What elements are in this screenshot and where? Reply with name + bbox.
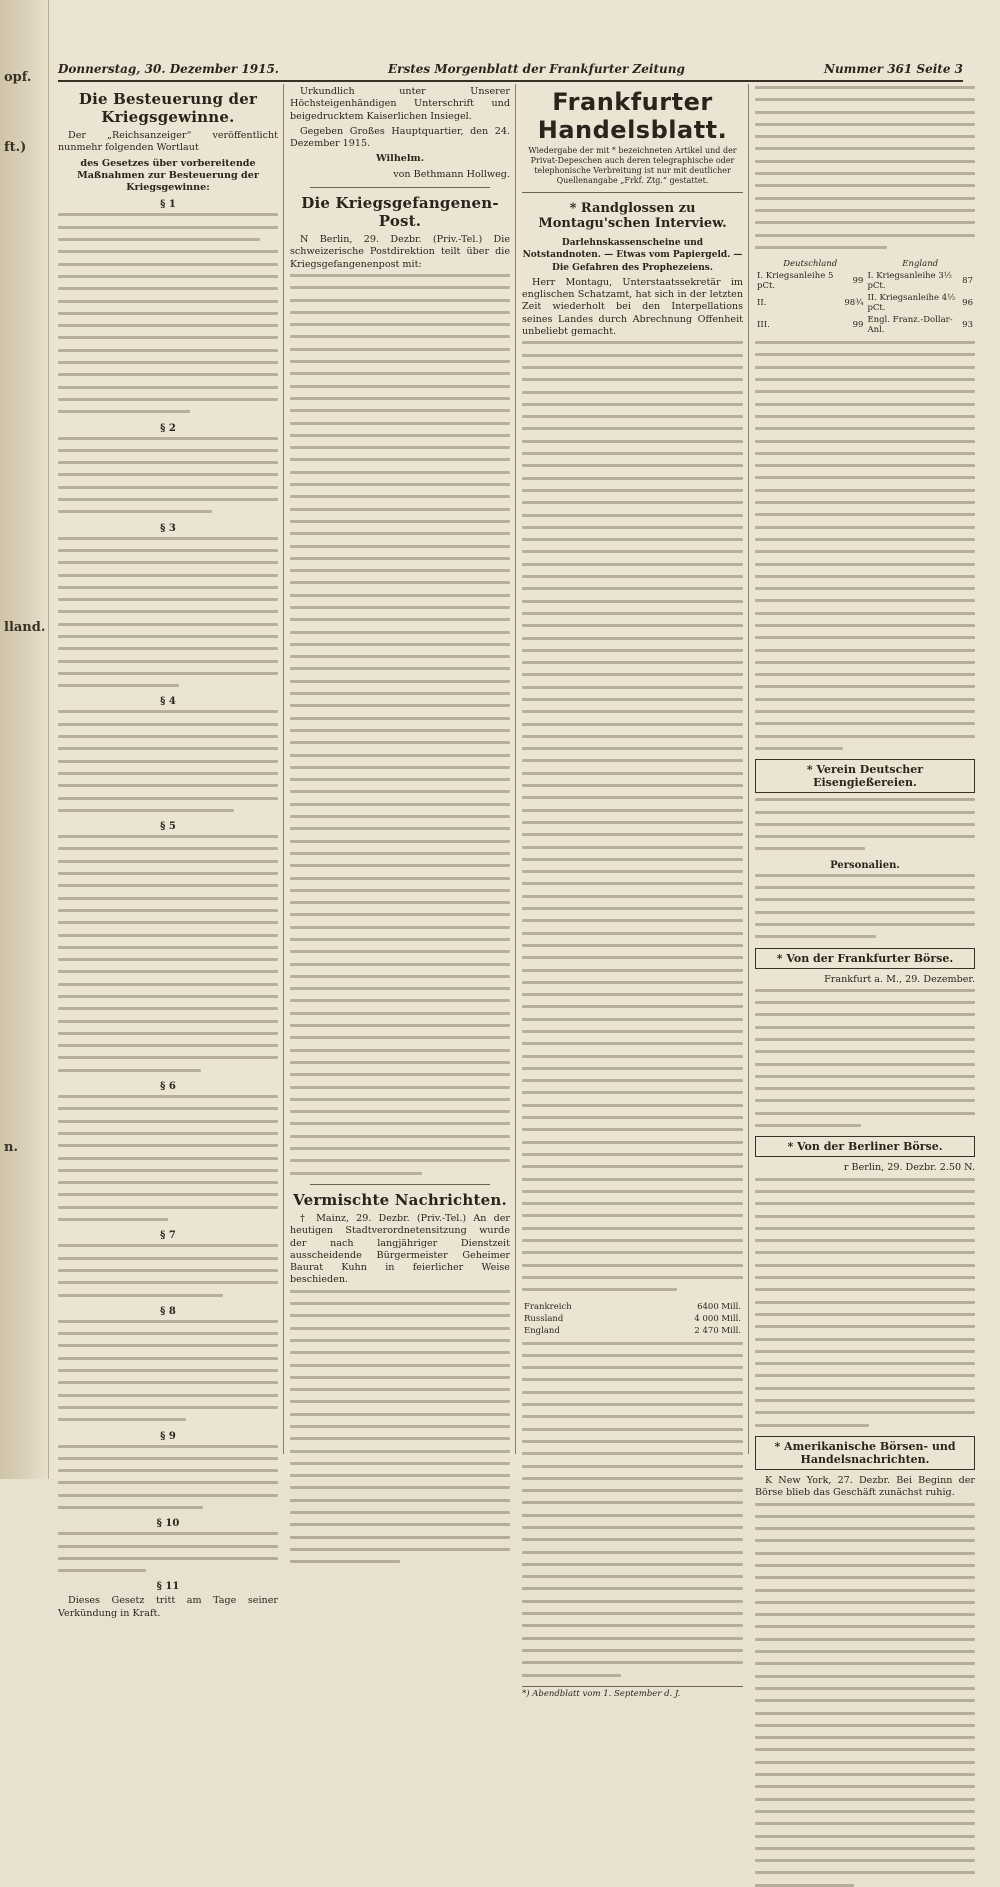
- body-text: [755, 1178, 975, 1427]
- article-lead: Herr Montagu, Unterstaatssekretär im englischen Schatzamt, hat sich in der letzten Zeit wiederholt bei den Interpellations seines Landes durch Abrechnung Offenheit unbeliebt gemacht.: [522, 276, 743, 338]
- section-subtitle: Wiedergabe der mit * bezeichneten Artikel und der Privat-Depeschen auch deren telegraphische oder telephonische Verbreitung ist nur mit deutlicher Quellenangabe „Frkf. Ztg.“ gestattet.: [528, 146, 737, 185]
- body-text: [290, 1290, 510, 1564]
- divider: [522, 192, 743, 193]
- news-box-heading: * Verein Deutscher Eisengießereien.: [755, 759, 975, 793]
- section-mark: § 6: [160, 1081, 176, 1093]
- newspaper-title: Erstes Morgenblatt der Frankfurter Zeitung: [388, 62, 685, 76]
- article-intro: Der „Reichsanzeiger“ veröffentlicht nunmehr folgenden Wortlaut: [58, 130, 278, 154]
- section-title: Frankfurter Handelsblatt.: [537, 88, 728, 144]
- column-3: [522, 86, 743, 1699]
- table-row: [755, 292, 975, 314]
- news-box-heading: * Von der Berliner Börse.: [755, 1136, 975, 1157]
- article-headline: * Randglossen zu Montagu'schen Interview.: [538, 201, 727, 231]
- body-text: [755, 341, 975, 750]
- edge-fragment: n.: [4, 1140, 18, 1155]
- section-mark: § 1: [160, 199, 176, 211]
- table-cell: 98¾: [844, 298, 864, 309]
- column-1: [58, 86, 278, 1619]
- table-cell: 4 000 Mill.: [694, 1313, 741, 1324]
- body-text: [58, 437, 278, 514]
- issue-number: Nummer 361 Seite 3: [823, 62, 963, 76]
- body-text: [58, 1532, 278, 1572]
- table-cell: I. Kriegsanleihe 3½ pCt.: [867, 271, 953, 292]
- table-cell: Frankreich: [524, 1301, 572, 1312]
- table-cell: 2 470 Mill.: [694, 1325, 741, 1336]
- section-mark: § 4: [160, 696, 176, 708]
- table-cell: 93: [962, 320, 973, 331]
- divider: [310, 187, 490, 188]
- body-text: [755, 1503, 975, 1887]
- table-cell: Russland: [524, 1313, 564, 1324]
- table-cell: 96: [962, 298, 973, 309]
- column-2: [290, 86, 510, 1446]
- column-rule: [748, 84, 749, 1454]
- column-rule: [283, 84, 284, 1454]
- article-subheading: Darlehnskassenscheine und Notstandnoten. — Etwas vom Papiergeld. — Die Gefahren des Prophezeiens.: [522, 238, 743, 273]
- issue-date: Donnerstag, 30. Dezember 1915.: [58, 62, 279, 76]
- table-cell: England: [524, 1325, 560, 1336]
- news-box-heading: * Amerikanische Börsen- und Handelsnachrichten.: [755, 1436, 975, 1470]
- table-row: [755, 314, 975, 336]
- column-rule: [515, 84, 516, 1454]
- edge-fragment: opf.: [4, 70, 32, 85]
- body-text: [58, 1095, 278, 1221]
- article-headline: Die Besteuerung der Kriegsgewinne.: [78, 90, 258, 126]
- column-4: [755, 86, 975, 1499]
- body-text: [58, 213, 278, 413]
- body-text: [58, 537, 278, 688]
- section-mark: § 7: [160, 1230, 176, 1242]
- body-text: [58, 1244, 278, 1296]
- body-text: [58, 710, 278, 811]
- section-mark: § 11: [156, 1581, 180, 1593]
- divider: [310, 1184, 490, 1185]
- edge-fragment: lland.: [4, 620, 46, 635]
- body-text: [755, 874, 975, 938]
- body-text: [755, 989, 975, 1127]
- law-title: des Gesetzes über vorbereitende Maßnahmen zur Besteuerung der Kriegsgewinne:: [77, 157, 259, 194]
- table-cell: 6400 Mill.: [697, 1301, 741, 1312]
- subheading: Personalien.: [830, 859, 900, 871]
- circulation-table: [522, 1301, 743, 1337]
- table-cell: Engl. Franz.-Dollar-Anl.: [867, 315, 953, 336]
- table-cell: 99: [852, 276, 864, 287]
- body-text: [522, 341, 743, 1291]
- article-dateline: K New York, 27. Dezbr. Bei Beginn der Börse blieb das Geschäft zunächst ruhig.: [755, 1474, 975, 1499]
- article-dateline: † Mainz, 29. Dezbr. (Priv.-Tel.) An der heutigen Stadtverordnetensitzung wurde der nach langjähriger Dienstzeit ausscheidende Bürgermeister Geheimer Baurat Kuhn in feierlicher Weise beschieden.: [290, 1212, 510, 1286]
- news-box-heading: * Von der Frankfurter Börse.: [755, 948, 975, 969]
- countersignature: von Bethmann Hollweg.: [393, 168, 510, 180]
- section-mark: § 3: [160, 522, 176, 534]
- body-text: [58, 1320, 278, 1421]
- masthead: [58, 58, 963, 82]
- table-cell: II. Kriegsanleihe 4½ pCt.: [867, 293, 956, 314]
- footnote: *) Abendblatt vom 1. September d. J.: [522, 1686, 743, 1699]
- table-cell: III.: [757, 320, 770, 331]
- adjacent-page-edge: [0, 0, 49, 1479]
- body-text: [58, 1445, 278, 1509]
- section-mark: § 8: [160, 1305, 176, 1317]
- table-header-cell: Deutschland: [783, 259, 838, 270]
- body-text: [755, 86, 975, 249]
- table-header-cell: England: [902, 259, 939, 270]
- section-mark: § 10: [156, 1518, 180, 1530]
- body-text: [58, 835, 278, 1072]
- article-dateline: r Berlin, 29. Dezbr. 2.50 N.: [843, 1162, 975, 1174]
- edge-fragment: ft.): [4, 140, 27, 155]
- body-text: [522, 1342, 743, 1677]
- section-mark: § 5: [160, 821, 176, 833]
- table-row: [755, 270, 975, 292]
- table-row: [522, 1325, 743, 1337]
- table-cell: 87: [962, 276, 973, 287]
- signature: Wilhelm.: [375, 153, 425, 165]
- article-dateline: N Berlin, 29. Dezbr. (Priv.-Tel.) Die schweizerische Postdirektion teilt über die Kriegsgefangenenpost mit:: [290, 234, 510, 270]
- war-loan-table: [755, 258, 975, 336]
- decree-line: Urkundlich unter Unserer Höchsteigenhändigen Unterschrift und beigedrucktem Kaiserlichen Insiegel.: [290, 86, 510, 122]
- article-dateline: Frankfurt a. M., 29. Dezember.: [824, 973, 975, 985]
- table-cell: 99: [852, 320, 864, 331]
- law-closing: Dieses Gesetz tritt am Tage seiner Verkündung in Kraft.: [58, 1595, 278, 1619]
- section-mark: § 2: [160, 422, 176, 434]
- article-headline: Die Kriegsgefangenen-Post.: [301, 194, 499, 231]
- body-text: [755, 798, 975, 850]
- table-cell: I. Kriegsanleihe 5 pCt.: [757, 271, 834, 292]
- decree-line: Gegeben Großes Hauptquartier, den 24. Dezember 1915.: [290, 125, 510, 150]
- body-text: [290, 274, 510, 1175]
- section-mark: § 9: [160, 1430, 176, 1442]
- table-cell: II.: [757, 298, 767, 309]
- table-row: [522, 1301, 743, 1313]
- table-header: [755, 258, 975, 270]
- table-row: [522, 1313, 743, 1325]
- article-headline: Vermischte Nachrichten.: [293, 1190, 507, 1209]
